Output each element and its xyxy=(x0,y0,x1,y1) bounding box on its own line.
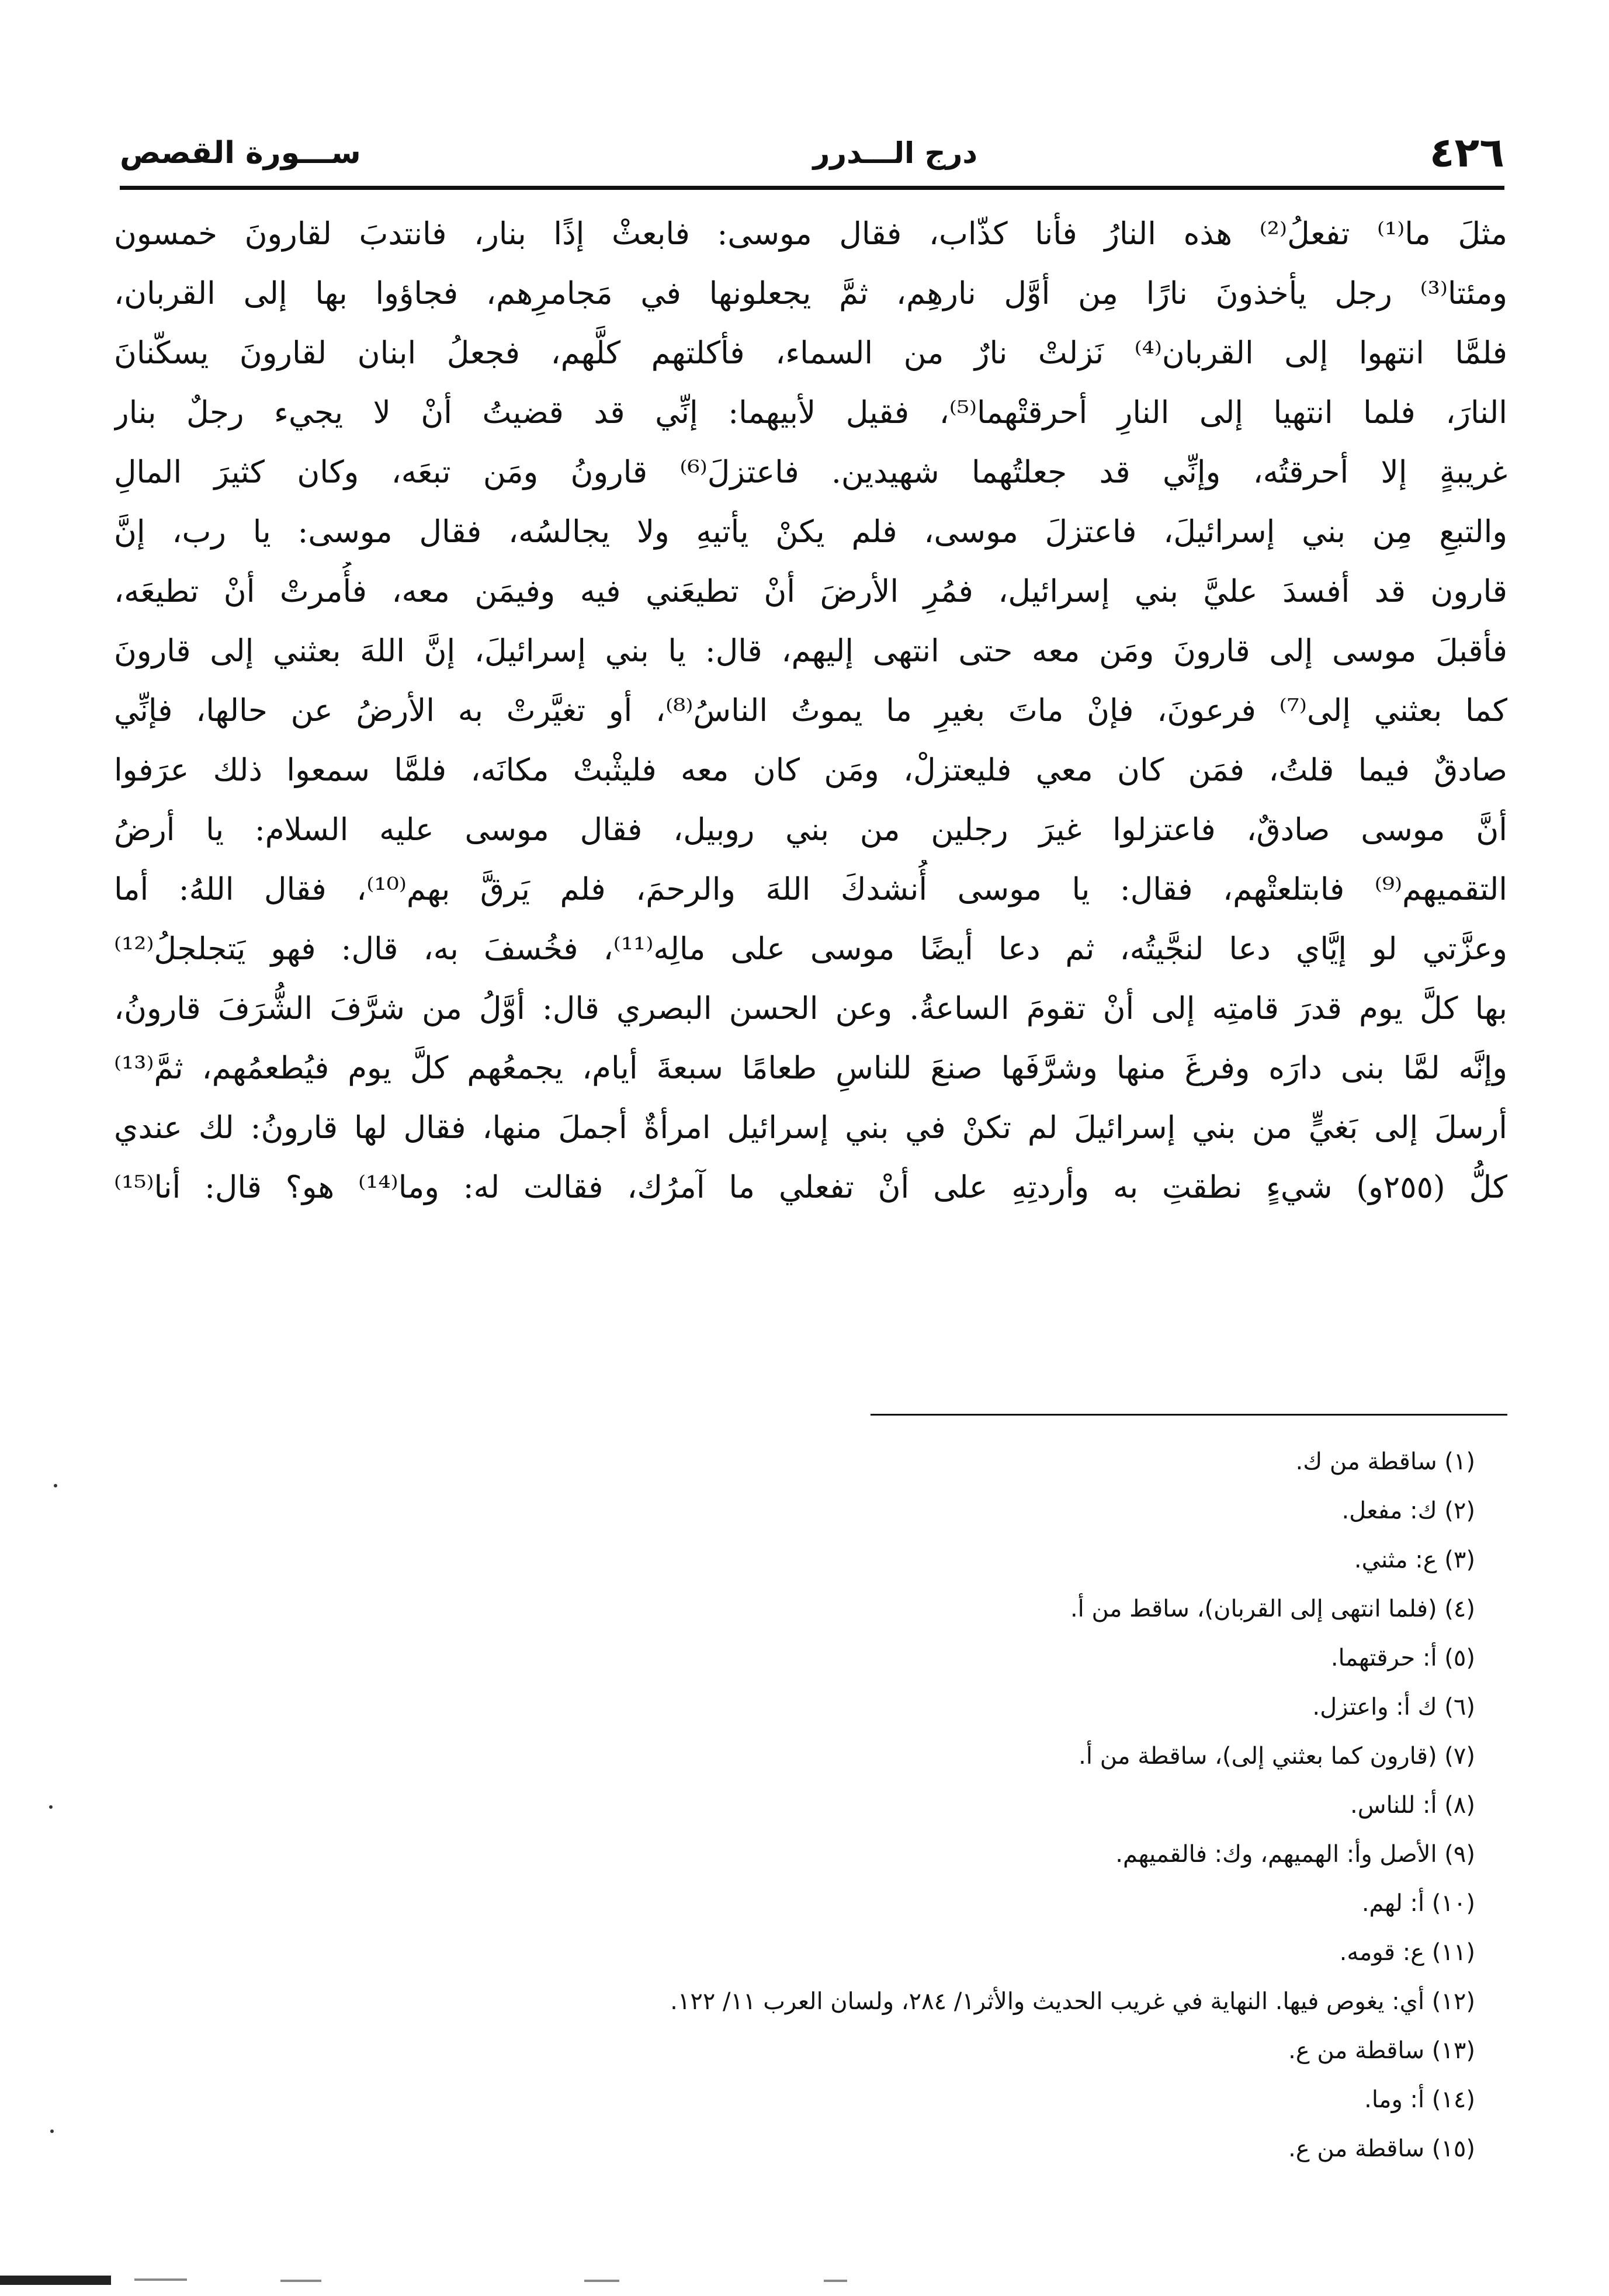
text-line: بها كلَّ يوم قدرَ قامتِه إلى أنْ تقومَ الساعةُ. وعن الحسن البصري قال: أوَّلُ من شرَّفَ الشُّرَفَ قارونُ، xyxy=(114,991,1507,1026)
footnote: (٣) ع: مثني. xyxy=(1354,1546,1475,1573)
text-line: أنَّ موسى صادقٌ، فاعتزلوا غيرَ رجلين من بني روبيل، فقال موسى عليه السلام: يا أرضُ xyxy=(114,812,1507,848)
text-line: ومئتا⁽³⁾ رجل يأخذونَ نارًا مِن أوَّل نارهِم، ثمَّ يجعلونها في مَجامرِهم، فجاؤوا بها إلى القربان، xyxy=(114,276,1507,311)
footnote-separator xyxy=(871,1414,1507,1416)
text-line: صادقٌ فيما قلتُ، فمَن كان معي فليعتزلْ، ومَن كان معه فليثْبتْ مكانَه، فلمَّا سمعوا ذلك عرَفوا xyxy=(114,752,1507,788)
text-line: والتبعِ مِن بني إسرائيلَ، فاعتزلَ موسى، فلم يكنْ يأتيهِ ولا يجالسُه، فقال موسى: يا رب، إنَّ xyxy=(114,514,1507,550)
scan-edge-mark xyxy=(280,2280,321,2282)
text-line: فلمَّا انتهوا إلى القربان⁽⁴⁾ نَزلتْ نارٌ من السماء، فأكلتهم كلَّهم، فجعلُ ابنان لقارونَ يسكّنانَ xyxy=(114,335,1507,371)
footnote: (٧) (قارون كما بعثني إلى)، ساقطة من أ. xyxy=(1079,1743,1475,1770)
footnote: (٨) أ: للناس. xyxy=(1350,1792,1475,1819)
text-line: التقميهم⁽⁹⁾ فابتلعتْهم، فقال: يا موسى أُنشدكَ اللهَ والرحمَ، فلم يَرقَّ بهم⁽¹⁰⁾، فقال اللهُ: أما xyxy=(114,872,1507,907)
footnote: (١) ساقطة من ك. xyxy=(1295,1448,1475,1475)
text-line: وعزَّتي لو إيَّاي دعا لنجَّيتُه، ثم دعا أيضًا موسى على مالِه⁽¹¹⁾، فخُسفَ به، قال: فهو يَتجلجلُ⁽¹²⁾ xyxy=(114,931,1507,967)
footnote: (١٠) أ: لهم. xyxy=(1361,1890,1475,1917)
footnote: (٢) ك: مفعل. xyxy=(1341,1497,1475,1524)
page-header xyxy=(120,117,1504,187)
footnote: (٩) الأصل وأ: الهميهم، وك: فالقميهم. xyxy=(1115,1841,1475,1868)
scan-speck xyxy=(54,1484,57,1487)
scan-edge-mark xyxy=(134,2278,187,2281)
text-line: وإنَّه لمَّا بنى دارَه وفرغَ منها وشرَّفَها صنعَ للناسِ طعامًا سبعةَ أيام، يجمعُهم كلَّ يوم فيُطعمُهم، ثمَّ⁽¹³⁾ xyxy=(114,1050,1507,1086)
footnote: (١١) ع: قومه. xyxy=(1339,1939,1475,1966)
scan-speck xyxy=(50,2129,54,2133)
scan-edge-mark xyxy=(0,2276,111,2285)
text-line: أرسلَ إلى بَغيٍّ من بني إسرائيلَ لم تكنْ في بني إسرائيل امرأةٌ أجملَ منها، فقال لها قارونُ: لك عندي xyxy=(114,1110,1507,1146)
scan-edge-mark xyxy=(584,2280,619,2282)
text-line: كما بعثني إلى⁽⁷⁾ فرعونَ، فإنْ ماتَ بغيرِ ما يموتُ الناسُ⁽⁸⁾، أو تغيَّرتْ به الأرضُ عن حالها، فإنِّي xyxy=(114,693,1507,729)
text-line: غريبةٍ إلا أحرقتُه، وإنِّي قد جعلتُهما شهيدين. فاعتزلَ⁽⁶⁾ قارونُ ومَن تبعَه، وكان كثيرَ المالِ xyxy=(114,455,1507,490)
footnote: (١٣) ساقطة من ع. xyxy=(1288,2037,1475,2064)
footnotes xyxy=(351,1437,1475,2173)
text-line: قارون قد أفسدَ عليَّ بني إسرائيل، فمُرِ الأرضَ أنْ تطيعَني فيه وفيمَن معه، فأُمرتْ أنْ تطيعَه، xyxy=(114,574,1507,609)
footnote: (٤) (فلما انتهى إلى القربان)، ساقط من أ. xyxy=(1070,1596,1475,1622)
footnote: (٦) ك أ: واعتزل. xyxy=(1312,1694,1475,1721)
text-line: النارَ، فلما انتهيا إلى النارِ أحرقتْهما⁽⁵⁾، فقيل لأبيهما: إنِّي قد قضيتُ أنْ لا يجيء رجلٌ بنار xyxy=(114,395,1507,431)
page-number: ٤٢٦ xyxy=(1429,129,1504,176)
footnote: (١٥) ساقطة من ع. xyxy=(1288,2135,1475,2162)
text-line: كلُّ (٢٥٥و) شيءٍ نطقتِ به وأردتِهِ على أنْ تفعلي ما آمرُك، فقالت له: وما⁽¹⁴⁾ هو؟ قال: أنا⁽¹⁵⁾ xyxy=(114,1170,1507,1205)
running-title: درج الـــدرر xyxy=(813,136,978,170)
main-text xyxy=(114,204,1507,1218)
text-line: فأقبلَ موسى إلى قارونَ ومَن معه حتى انتهى إليهم، قال: يا بني إسرائيلَ، إنَّ اللهَ بعثني إلى قارونَ xyxy=(114,633,1507,669)
surah-title: ســـورة القصص xyxy=(120,136,361,171)
scan-speck xyxy=(49,1805,53,1809)
footnote: (١٢) أي: يغوص فيها. النهاية في غريب الحديث والأثر١/ ٢٨٤، ولسان العرب ١١/ ١٢٢. xyxy=(670,1988,1475,2015)
scan-edge-mark xyxy=(824,2280,847,2282)
footnote: (٥) أ: حرقتهما. xyxy=(1330,1645,1475,1671)
text-line: مثلَ ما⁽¹⁾ تفعلُ⁽²⁾ هذه النارُ فأنا كذّاب، فقال موسى: فابعثْ إذًا بنار، فانتدبَ لقارونَ خمسون xyxy=(114,216,1507,252)
footnote: (١٤) أ: وما. xyxy=(1364,2086,1475,2113)
header-rule xyxy=(120,186,1504,190)
